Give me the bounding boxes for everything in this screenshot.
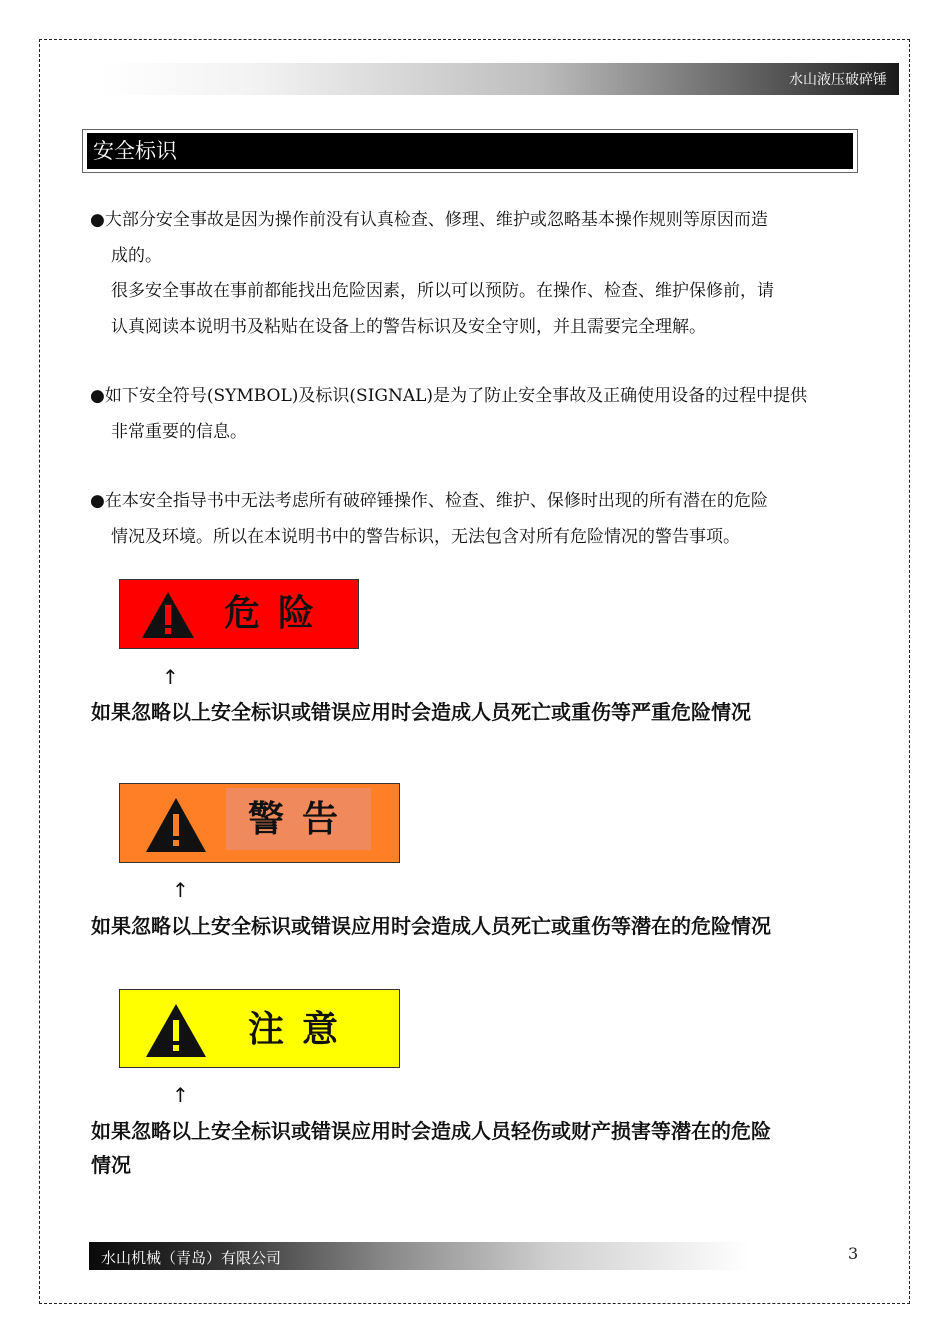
paragraph-line: 在本安全指导书中无法考虑所有破碎锤操作、检查、维护、保修时出现的所有潜在的危险 <box>104 491 768 511</box>
arrow-up-icon: ↑ <box>172 1083 189 1107</box>
section-heading <box>82 129 858 173</box>
arrow-up-icon: ↑ <box>162 665 179 689</box>
paragraph-line: 非常重要的信息。 <box>111 421 247 442</box>
paragraph-line: 大部分安全事故是因为操作前没有认真检查、修理、维护或忽略基本操作规则等原因而造 <box>104 210 768 230</box>
paragraph-line: 很多安全事故在事前都能找出危险因素，所以可以预防。在操作、检查、维护保修前，请 <box>111 281 774 301</box>
warning-sign <box>119 783 400 863</box>
caution-sign <box>119 989 400 1068</box>
warning-triangle-icon <box>144 1002 208 1059</box>
section-heading-text: 安全标识 <box>87 133 853 169</box>
paragraph-1 <box>90 203 862 345</box>
caution-description-line: 情况 <box>91 1153 131 1177</box>
paragraph-line: 情况及环境。所以在本说明书中的警告标识，无法包含对所有危险情况的警告事项。 <box>111 526 740 547</box>
danger-description: 如果忽略以上安全标识或错误应用时会造成人员死亡或重伤等严重危险情况 <box>91 700 751 724</box>
paragraph-2 <box>90 379 862 450</box>
paragraph-line: 如下安全符号(SYMBOL)及标识(SIGNAL)是为了防止安全事故及正确使用设备的过程中提供 <box>104 386 808 406</box>
caution-description-line: 如果忽略以上安全标识或错误应用时会造成人员轻伤或财产损害等潜在的危险 <box>91 1119 771 1143</box>
page-number: 3 <box>848 1244 859 1263</box>
warning-description: 如果忽略以上安全标识或错误应用时会造成人员死亡或重伤等潜在的危险情况 <box>91 914 771 938</box>
header-title: 水山液压破碎锤 <box>789 72 887 88</box>
footer-bar <box>89 1242 749 1270</box>
bullet-icon: ● <box>90 491 105 511</box>
paragraph-3 <box>90 484 862 555</box>
bullet-icon: ● <box>90 386 105 406</box>
warning-triangle-icon <box>144 796 208 854</box>
warning-label: 警告 <box>248 799 357 840</box>
bullet-icon: ● <box>90 210 105 230</box>
footer-company: 水山机械（青岛）有限公司 <box>101 1249 282 1267</box>
arrow-up-icon: ↑ <box>172 878 189 902</box>
header-bar <box>100 63 899 95</box>
paragraph-line: 成的。 <box>111 245 162 266</box>
danger-label: 危险 <box>224 593 333 634</box>
caution-description <box>91 1114 863 1182</box>
paragraph-line: 认真阅读本说明书及粘贴在设备上的警告标识及安全守则，并且需要完全理解。 <box>111 316 706 337</box>
caution-label: 注意 <box>248 1009 357 1050</box>
danger-sign <box>119 579 359 649</box>
warning-triangle-icon <box>140 590 196 640</box>
